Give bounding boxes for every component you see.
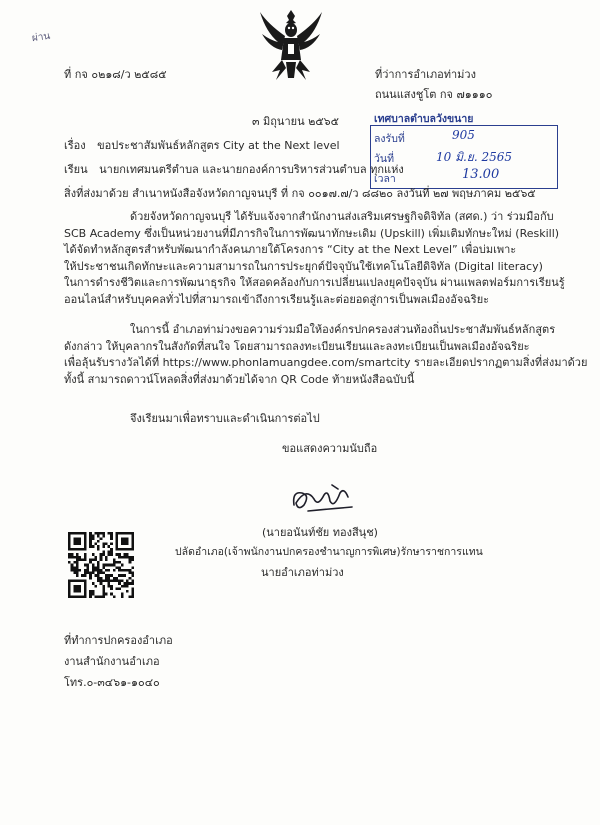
stamp-date-label: วันที่ <box>374 153 394 165</box>
recipient-line <box>64 163 404 177</box>
subject-text: ขอประชาสัมพันธ์หลักสูตร City at the Next level <box>97 139 340 152</box>
stamp-time-value: 13.00 <box>462 167 500 182</box>
signatory-title: ปลัดอำเภอ(เจ้าพนักงานปกครองชำนาญการพิเศษ)รักษาราชการแทน <box>175 546 483 558</box>
footer-dept: ที่ทำการปกครองอำเภอ <box>64 634 173 647</box>
body-paragraph-3: จึงเรียนมาเพื่อทราบและดำเนินการต่อไป <box>130 412 320 425</box>
letter-date: ๓ มิถุนายน ๒๕๖๕ <box>252 115 339 128</box>
sender-address: ถนนแสงชูโต กจ ๗๑๑๑๐ <box>375 88 493 101</box>
paragraph-line: ให้ประชาชนเกิดทักษะและความสามารถในการประยุกต์ปัจจุบันใช้เทคโนโลยีดิจิทัล (Digital literacy) <box>64 259 543 273</box>
reference-number: ที่ กจ ๐๒๑๘/ว ๒๕๘๕ <box>64 68 167 81</box>
paragraph-line: ออนไลน์สำหรับบุคคลทั่วไปที่สามารถเข้าถึงการเรียนรู้และต่อยอดสู่การเป็นพลเมืองอัจฉริยะ <box>64 292 490 306</box>
paragraph-line: ในการนี้ อำเภอท่าม่วงขอความร่วมมือให้องค์กรปกครองส่วนท้องถิ่นประชาสัมพันธ์หลักสูตร <box>130 323 556 336</box>
recipient-text: นายกเทศมนตรีตำบล และนายกองค์การบริหารส่วนตำบล ทุกแห่ง <box>99 163 404 176</box>
paragraph-line: SCB Academy ซึ่งเป็นหน่วยงานที่มีภารกิจในการพัฒนาทักษะเดิม (Upskill) เพิ่มเติมทักษะใหม่ (Reskill) <box>64 226 560 240</box>
stamp-org: เทศบาลตำบลวังขนาย <box>374 113 474 125</box>
subject-line <box>64 139 340 153</box>
closing-line: ขอแสดงความนับถือ <box>282 442 378 455</box>
recipient-label: เรียน <box>64 163 88 176</box>
paragraph-line: ในการดำรงชีวิตและการพัฒนาธุรกิจ ให้สอดคล้องกับการเปลี่ยนแปลงยุคปัจจุบัน ผ่านแพลตฟอร์มการเรียนรู้ <box>64 276 565 289</box>
paragraph-line: ได้จัดทำหลักสูตรสำหรับพัฒนากำลังคนภายใต้โครงการ “City at the Next Level” เพื่อบ่มเพาะ <box>64 243 517 256</box>
paragraph-line: ด้วยจังหวัดกาญจนบุรี ได้รับแจ้งจากสำนักงานส่งเสริมเศรษฐกิจดิจิทัล (สศด.) ว่า ร่วมมือกับ <box>130 210 554 223</box>
paragraph-line: ดังกล่าว ให้บุคลากรในสังกัดที่สนใจ โดยสามารถลงทะเบียนเรียนและลงทะเบียนเป็นพลเมืองอัจฉริยะ <box>64 339 530 353</box>
stamp-time-label: เวลา <box>374 173 396 185</box>
enclosure-line: สิ่งที่ส่งมาด้วย สำเนาหนังสือจังหวัดกาญจนบุรี ที่ กจ ๐๐๑๗.๗/ว ๘๘๒๐ ลงวันที่ ๒๗ พฤษภาคม ๒๕๖๕ <box>64 187 536 200</box>
subject-label: เรื่อง <box>64 139 86 152</box>
handwritten-signature <box>288 481 358 515</box>
sender-office: ที่ว่าการอำเภอท่าม่วง <box>375 68 476 81</box>
signatory-role: นายอำเภอท่าม่วง <box>261 566 344 579</box>
received-stamp <box>370 110 560 190</box>
qr-code <box>68 532 134 598</box>
stamp-recv-no: 905 <box>452 128 475 142</box>
paragraph-line: เพื่อลุ้นรับรางวัลได้ที่ https://www.phonlamuangdee.com/smartcity รายละเอียดปรากฏตามสิ่งที่ส่งมาด้วย <box>64 356 588 369</box>
garuda-emblem <box>256 6 326 84</box>
stamp-recv-label: ลงรับที่ <box>374 133 405 145</box>
stamp-date-value: 10 มิ.ย. 2565 <box>436 150 513 164</box>
body-paragraph-2 <box>64 322 588 388</box>
signatory-name: (นายอนันท์ชัย ทองสีนุช) <box>262 526 378 539</box>
margin-note: ผ่าน <box>31 30 51 45</box>
footer-unit: งานสำนักงานอำเภอ <box>64 655 160 668</box>
footer-phone: โทร.๐-๓๔๖๑-๑๐๔๐ <box>64 676 160 689</box>
paragraph-line: ทั้งนี้ สามารถดาวน์โหลดสิ่งที่ส่งมาด้วยได้จาก QR Code ท้ายหนังสือฉบับนี้ <box>64 372 415 386</box>
body-paragraph-1 <box>64 209 565 308</box>
